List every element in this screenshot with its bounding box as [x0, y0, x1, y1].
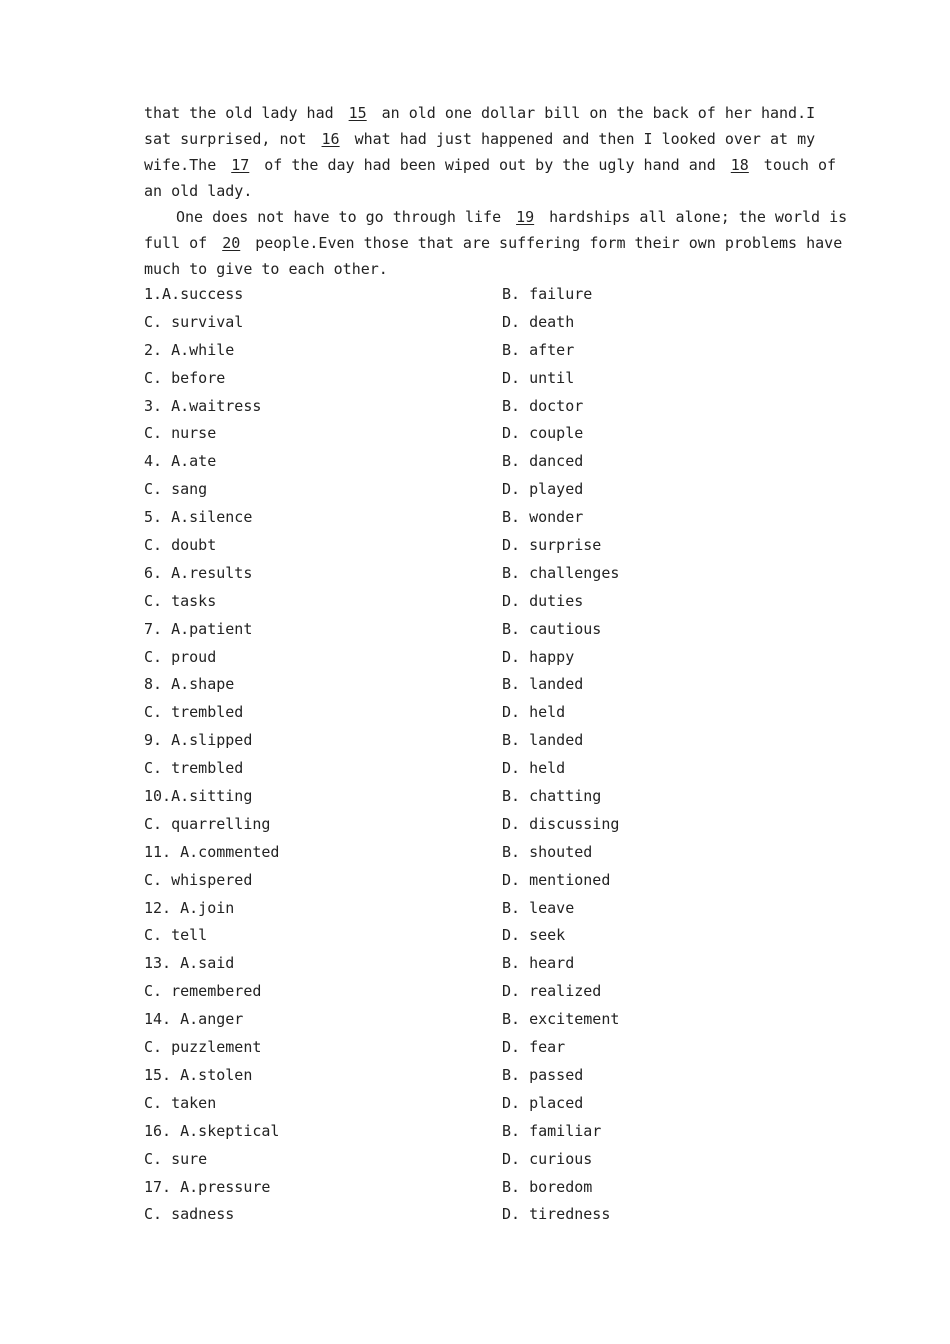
option-right: D. seek [502, 926, 566, 945]
option-right: B. leave [502, 898, 575, 917]
option-right: B. passed [502, 1065, 584, 1084]
option-right: B. landed [502, 731, 584, 750]
passage-text: One does not have to go through life [176, 208, 502, 226]
option-left: C. proud [144, 647, 217, 666]
option-right: B. failure [502, 285, 593, 303]
passage-line [144, 178, 814, 204]
option-row [144, 950, 814, 978]
option-right: B. familiar [502, 1121, 602, 1140]
option-right: B. boredom [502, 1177, 593, 1196]
option-left: C. whispered [144, 870, 253, 889]
option-left: 9. A.slipped [144, 731, 253, 750]
option-row [144, 1174, 814, 1202]
option-row [144, 895, 814, 923]
option-left: 11. A.commented [144, 842, 280, 861]
option-row [144, 755, 814, 783]
passage-text: much to give to each other. [144, 260, 388, 278]
option-row [144, 560, 814, 588]
option-row [144, 588, 814, 616]
passage-line [144, 230, 843, 256]
option-left: 15. A.stolen [144, 1065, 253, 1084]
passage-line [144, 152, 837, 178]
passage-text: wife.The [144, 156, 217, 174]
option-right: B. shouted [502, 842, 593, 861]
option-right: D. death [502, 312, 575, 331]
option-row [144, 699, 814, 727]
answer-blank: 19 [516, 208, 535, 226]
option-left: C. taken [144, 1093, 217, 1112]
option-left: C. trembled [144, 703, 244, 722]
option-row [144, 337, 814, 365]
option-left: C. before [144, 368, 226, 387]
option-left: C. trembled [144, 759, 244, 778]
passage-line [144, 204, 848, 230]
option-row [144, 978, 814, 1006]
option-right: B. cautious [502, 619, 602, 638]
passage-text: full of [144, 234, 208, 252]
option-row [144, 811, 814, 839]
answer-blank: 16 [321, 130, 340, 148]
option-row [144, 1118, 814, 1146]
option-left: C. puzzlement [144, 1038, 262, 1057]
option-left: 1.A.success [144, 285, 244, 303]
passage-line [144, 126, 814, 152]
answer-blank: 17 [231, 156, 250, 174]
option-row [144, 644, 814, 672]
option-left: C. tasks [144, 591, 217, 610]
option-left: 14. A.anger [144, 1010, 244, 1029]
option-right: D. curious [502, 1149, 593, 1168]
passage-text: an old one dollar bill on the back of her hand.I [381, 104, 816, 122]
passage-text: that the old lady had [144, 104, 334, 122]
option-left: 8. A.shape [144, 675, 235, 694]
option-right: B. excitement [502, 1010, 620, 1029]
option-row [144, 1062, 814, 1090]
option-right: B. danced [502, 452, 584, 471]
option-row [144, 365, 814, 393]
option-left: C. nurse [144, 424, 217, 443]
option-row [144, 504, 814, 532]
option-left: C. quarrelling [144, 814, 271, 833]
option-left: 5. A.silence [144, 508, 253, 527]
passage-text: touch of [763, 156, 837, 174]
passage-text: an old lady. [144, 182, 253, 200]
option-left: 6. A.results [144, 563, 253, 582]
option-right: B. landed [502, 675, 584, 694]
passage-text: sat surprised, not [144, 130, 307, 148]
option-right: B. doctor [502, 396, 584, 415]
option-row [144, 309, 814, 337]
option-right: B. after [502, 340, 575, 359]
option-right: D. mentioned [502, 870, 611, 889]
option-row [144, 616, 814, 644]
option-left: 2. A.while [144, 340, 235, 359]
option-left: C. survival [144, 312, 244, 331]
option-row [144, 783, 814, 811]
option-row [144, 281, 814, 309]
option-right: D. duties [502, 591, 584, 610]
option-right: D. surprise [502, 536, 602, 555]
option-row [144, 1006, 814, 1034]
option-right: B. heard [502, 954, 575, 973]
option-left: C. doubt [144, 536, 217, 555]
passage-text: what had just happened and then I looked over at my [354, 130, 816, 148]
option-left: 17. A.pressure [144, 1177, 271, 1196]
option-row [144, 1034, 814, 1062]
answer-blank: 20 [222, 234, 241, 252]
option-row [144, 1201, 814, 1229]
option-right: D. played [502, 480, 584, 499]
option-row [144, 1146, 814, 1174]
passage [144, 100, 848, 282]
option-row [144, 727, 814, 755]
option-row [144, 476, 814, 504]
passage-line [144, 256, 814, 282]
option-left: 4. A.ate [144, 452, 217, 471]
option-right: D. held [502, 759, 566, 778]
option-row [144, 448, 814, 476]
answer-blank: 15 [348, 104, 367, 122]
option-right: D. placed [502, 1093, 584, 1112]
passage-line [144, 100, 814, 126]
option-row [144, 532, 814, 560]
option-right: D. held [502, 703, 566, 722]
option-left: 12. A.join [144, 898, 235, 917]
option-row [144, 839, 814, 867]
option-right: D. realized [502, 982, 602, 1001]
option-row [144, 922, 814, 950]
passage-text: hardships all alone; the world is [549, 208, 848, 226]
option-row [144, 1090, 814, 1118]
option-left: 3. A.waitress [144, 396, 262, 415]
passage-text: people.Even those that are suffering form their own problems have [255, 234, 843, 252]
option-right: D. until [502, 368, 575, 387]
option-right: D. discussing [502, 814, 620, 833]
option-row [144, 867, 814, 895]
option-right: D. fear [502, 1038, 566, 1057]
option-left: C. sadness [144, 1205, 235, 1224]
option-right: B. wonder [502, 508, 584, 527]
option-left: C. tell [144, 926, 208, 945]
option-right: D. tiredness [502, 1205, 611, 1224]
option-right: D. couple [502, 424, 584, 443]
options-list [144, 281, 814, 1229]
option-row [144, 671, 814, 699]
option-right: B. challenges [502, 563, 620, 582]
option-right: D. happy [502, 647, 575, 666]
answer-blank: 18 [730, 156, 749, 174]
passage-text: of the day had been wiped out by the ugly hand and [264, 156, 716, 174]
option-left: C. remembered [144, 982, 262, 1001]
option-left: C. sang [144, 480, 208, 499]
option-left: 13. A.said [144, 954, 235, 973]
option-left: C. sure [144, 1149, 208, 1168]
option-left: 7. A.patient [144, 619, 253, 638]
option-left: 10.A.sitting [144, 787, 253, 806]
option-left: 16. A.skeptical [144, 1121, 280, 1140]
option-row [144, 420, 814, 448]
option-row [144, 393, 814, 421]
option-right: B. chatting [502, 787, 602, 806]
